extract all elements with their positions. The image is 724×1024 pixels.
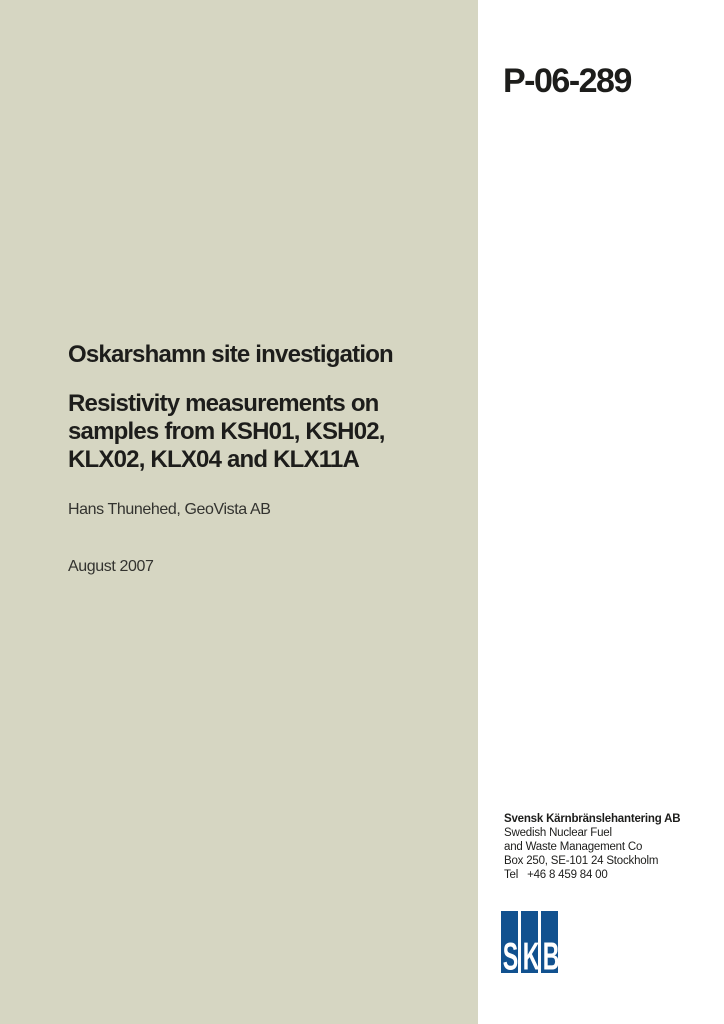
skb-logo-letter-s: S (502, 936, 519, 979)
report-title-line-3: KLX02, KLX04 and KLX11A (68, 446, 360, 473)
publisher-phone: Tel +46 8 459 84 00 (504, 869, 608, 881)
report-title-line-2: samples from KSH01, KSH02, (68, 418, 385, 445)
publisher-address-line-1: Swedish Nuclear Fuel (504, 827, 612, 839)
skb-logo (501, 911, 560, 979)
publisher-block (504, 812, 714, 882)
skb-logo-letter-b: B (542, 936, 560, 979)
section-title: Oskarshamn site investigation (68, 341, 393, 368)
author: Hans Thunehed, GeoVista AB (68, 501, 271, 518)
publisher-address-line-3: Box 250, SE-101 24 Stockholm (504, 855, 659, 867)
skb-logo-letter-k: K (522, 936, 540, 979)
skb-logo-bar (521, 911, 540, 979)
skb-logo-bar (541, 911, 560, 979)
publisher-address-line-2: and Waste Management Co (504, 841, 643, 853)
report-title (68, 390, 458, 474)
skb-logo-bar (501, 911, 519, 979)
publisher-name: Svensk Kärnbränslehantering AB (504, 813, 681, 825)
report-title-line-1: Resistivity measurements on (68, 390, 379, 417)
report-number: P-06-289 (503, 62, 631, 100)
publication-date: August 2007 (68, 558, 154, 575)
